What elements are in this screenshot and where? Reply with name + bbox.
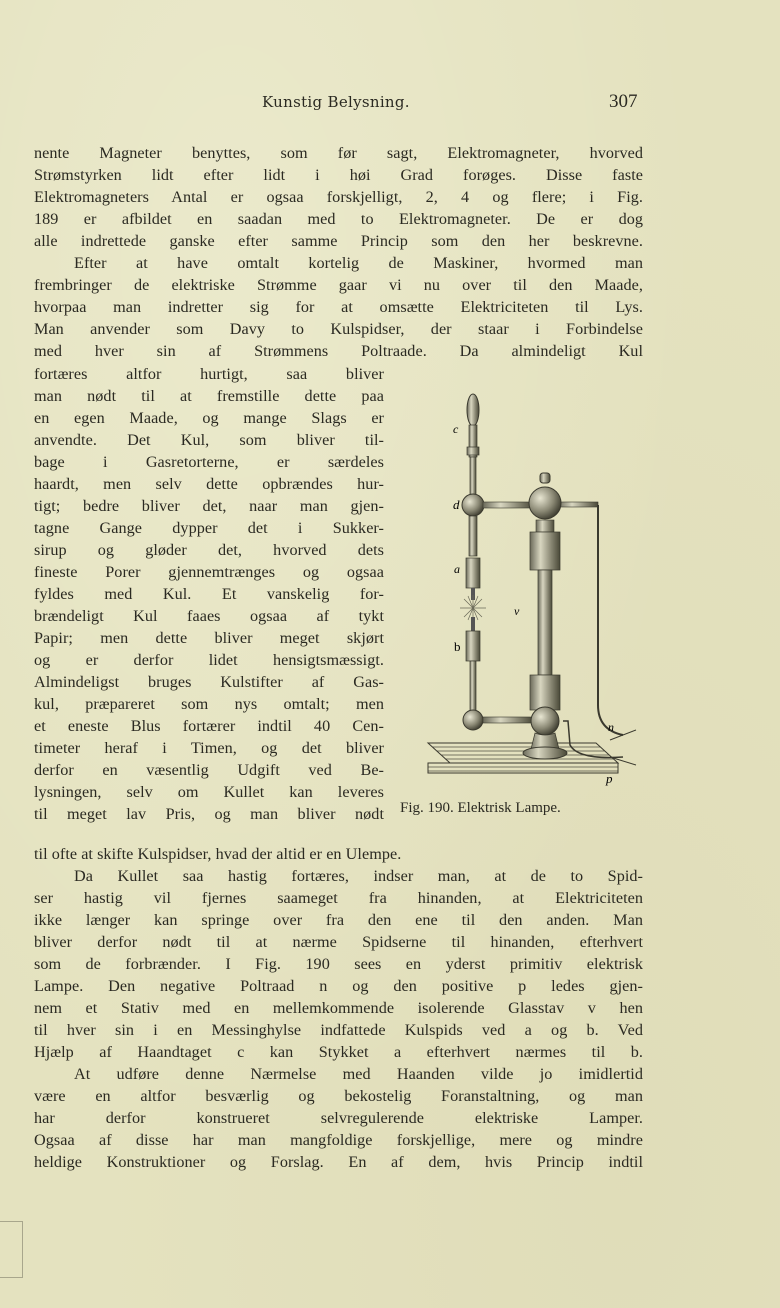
- text-line: med hver sin af Strømmens Poltraade. Da almindeligt Kul: [34, 342, 643, 360]
- text-line: heldige Konstruktioner og Forslag. En af dem, hvis Princip indtil: [34, 1153, 643, 1171]
- text-line: Ogsaa af disse har man mangfoldige forskjellige, mere og mindre: [34, 1131, 643, 1149]
- running-title: Kunstig Belysning.: [262, 93, 410, 111]
- text-line: til hver sin i en Messinghylse indfattede Kulspids ved a og b. Ved: [34, 1021, 643, 1039]
- text-line: Almindeligst bruges Kulstifter af Gas-: [34, 673, 384, 691]
- running-head: [0, 93, 780, 117]
- text-line: fyldes med Kul. Et vanskelig for-: [34, 585, 384, 603]
- text-line: Papir; men dette bliver meget skjørt: [34, 629, 384, 647]
- text-line: har derfor konstrueret selvregulerende elektriske Lamper.: [34, 1109, 643, 1127]
- paragraph-start: Da Kullet saa hastig fortæres, indser man, at de to Spid-: [74, 867, 643, 885]
- text-line: nem et Stativ med en mellemkommende isolerende Glasstav v hen: [34, 999, 643, 1017]
- text-line: tagne Gange dypper det i Sukker-: [34, 519, 384, 537]
- text-line: Strømstyrken lidt efter lidt i høi Grad forøges. Disse faste: [34, 166, 643, 184]
- text-line: frembringer de elektriske Strømme gaar vi nu over til den Maade,: [34, 276, 643, 294]
- figure-electric-lamp: [398, 385, 638, 825]
- text-line: Elektromagneters Antal er ogsaa forskjelligt, 2, 4 og flere; i Fig.: [34, 188, 643, 206]
- text-line: Lampe. Den negative Poltraad n og den positive p ledes gjen-: [34, 977, 643, 995]
- figure-caption: Fig. 190. Elektrisk Lampe.: [400, 800, 561, 816]
- text-line: ikke længer kan springe over fra den ene til den anden. Man: [34, 911, 643, 929]
- text-line: tigt; bedre bliver det, naar man gjen-: [34, 497, 384, 515]
- figure-label-b: b: [454, 639, 461, 654]
- text-line: nente Magneter benyttes, som før sagt, Elektromagneter, hvorved: [34, 144, 643, 162]
- text-line: 189 er afbildet en saadan med to Elektromagneter. De er dog: [34, 210, 643, 228]
- page-margin-mark: [0, 1221, 23, 1278]
- text-line: haardt, men selv dette opbrændes hur-: [34, 475, 384, 493]
- figure-label-n: n: [608, 720, 614, 734]
- figure-label-p: p: [606, 771, 613, 786]
- figure-label-c: c: [453, 422, 459, 436]
- text-line: som de forbrænder. I Fig. 190 sees en yderst primitiv elektrisk: [34, 955, 643, 973]
- text-line: bage i Gasretorterne, er særdeles: [34, 453, 384, 471]
- text-line: brændeligt Kul faaes ogsaa af tykt: [34, 607, 384, 625]
- text-line: anvendte. Det Kul, som bliver til-: [34, 431, 384, 449]
- electric-lamp-illustration: [398, 385, 638, 805]
- text-line: ser hastig vil fjernes saameget fra hinanden, at Elektriciteten: [34, 889, 643, 907]
- text-line: hvorpaa man indretter sig for at omsætte Elektriciteten til Lys.: [34, 298, 643, 316]
- text-line: til ofte at skifte Kulspidser, hvad der altid er en Ulempe.: [34, 845, 402, 863]
- text-line: og er derfor lidet hensigtsmæssigt.: [34, 651, 384, 669]
- figure-label-v: v: [514, 604, 520, 618]
- text-line: fineste Porer gjennemtrænges og ogsaa: [34, 563, 384, 581]
- text-line: kul, præpareret som nys omtalt; men: [34, 695, 384, 713]
- text-line: et eneste Blus fortærer indtil 40 Cen-: [34, 717, 384, 735]
- paragraph-start: Efter at have omtalt kortelig de Maskiner, hvormed man: [74, 254, 643, 272]
- page-number: 307: [609, 91, 638, 112]
- text-line: Man anvender som Davy to Kulspidser, der staar i Forbindelse: [34, 320, 643, 338]
- figure-label-d: d: [453, 497, 460, 512]
- text-line: Hjælp af Haandtaget c kan Stykket a efterhvert nærmes til b.: [34, 1043, 643, 1061]
- paragraph-start: At udføre denne Nærmelse med Haanden vilde jo imidlertid: [74, 1065, 643, 1083]
- text-line: til meget lav Pris, og man bliver nødt: [34, 805, 384, 823]
- text-line: fortæres altfor hurtigt, saa bliver: [34, 365, 384, 383]
- text-line: en egen Maade, og mange Slags er: [34, 409, 384, 427]
- text-line: bliver derfor nødt til at nærme Spidserne til hinanden, efterhvert: [34, 933, 643, 951]
- text-line: alle indrettede ganske efter samme Princip som den her beskrevne.: [34, 232, 643, 250]
- text-line: timeter heraf i Timen, og det bliver: [34, 739, 384, 757]
- text-line: sirup og gløder det, hvorved dets: [34, 541, 384, 559]
- text-line: derfor en væsentlig Udgift ved Be-: [34, 761, 384, 779]
- text-line: lysningen, selv om Kullet kan leveres: [34, 783, 384, 801]
- text-line: være en altfor besværlig og bekostelig Foranstaltning, og man: [34, 1087, 643, 1105]
- text-line: man nødt til at fremstille dette paa: [34, 387, 384, 405]
- figure-label-a: a: [454, 562, 460, 576]
